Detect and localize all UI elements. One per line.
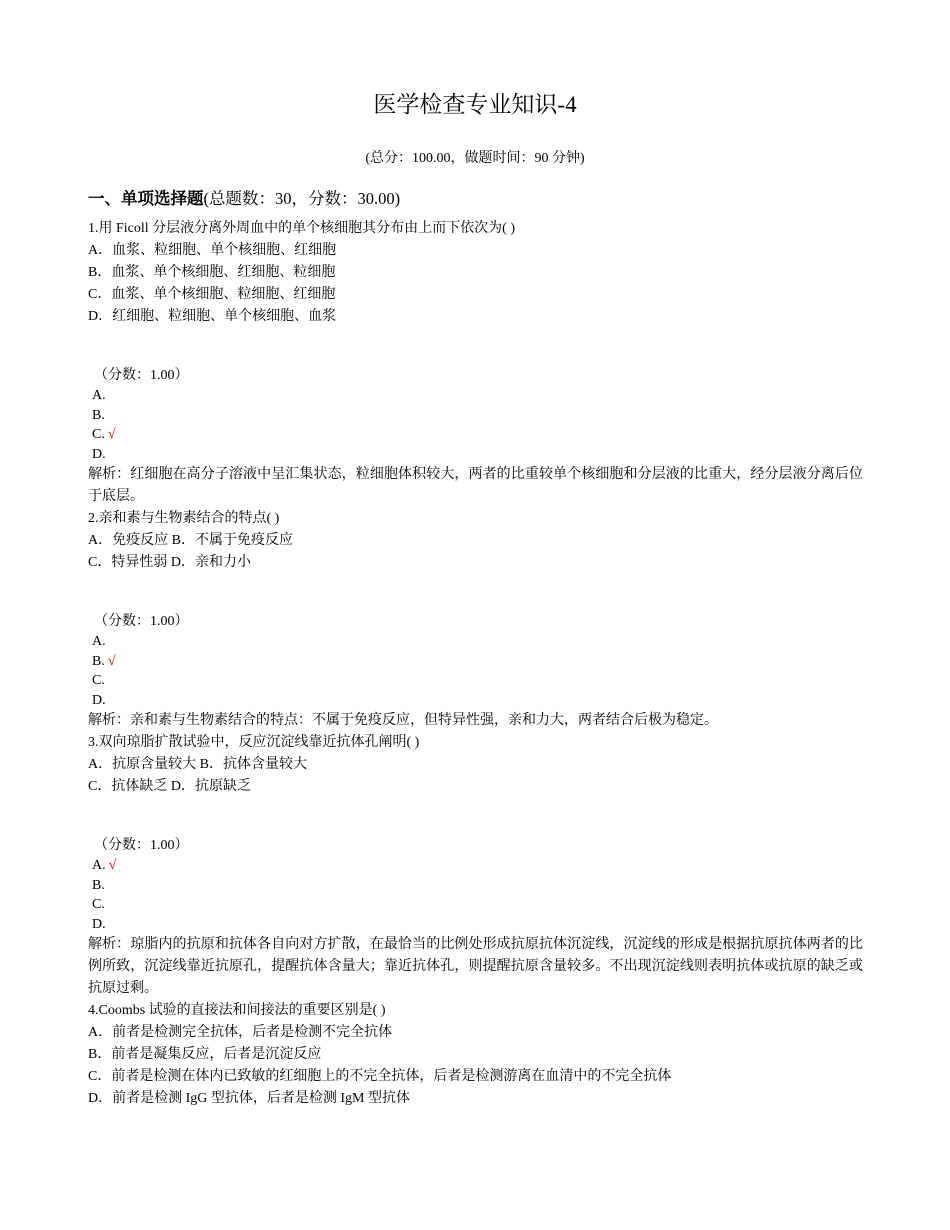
answer-d: D. bbox=[92, 916, 106, 932]
answer-analysis: 解析：亲和素与生物素结合的特点：不属于免疫反应，但特异性强，亲和力大，两者结合后极为稳定。 bbox=[88, 713, 718, 728]
question-score: （分数：1.00） bbox=[94, 614, 189, 629]
correct-check-icon: √ bbox=[108, 858, 117, 873]
answer-analysis: 解析：琼脂内的抗原和抗体各自向对方扩散，在最恰当的比例处形成抗原抗体沉淀线，沉淀线的形成是根据抗原抗体两者的比例所致，沉淀线靠近抗原孔，提醒抗体含量大；靠近抗体孔，则提醒抗原含量较多。不出现沉淀线则表明抗体或抗原的缺乏或抗原过剩。 bbox=[88, 937, 863, 996]
option-b: B．前者是凝集反应，后者是沉淀反应 bbox=[88, 1047, 322, 1062]
option-row-cd: C．抗体缺乏 D．抗原缺乏 bbox=[88, 779, 251, 794]
option-d: D．红细胞、粒细胞、单个核细胞、血浆 bbox=[88, 309, 337, 324]
question-stem: 2.亲和素与生物素结合的特点( ) bbox=[88, 511, 280, 526]
question-stem: 4.Coombs 试验的直接法和间接法的重要区别是( ) bbox=[88, 1003, 386, 1018]
section-heading bbox=[88, 187, 400, 211]
document-title: 医学检查专业知识-4 bbox=[373, 92, 577, 117]
answer-a: A. bbox=[92, 634, 106, 649]
answer-a: A. √ bbox=[92, 858, 117, 873]
option-c: C．血浆、单个核细胞、粒细胞、红细胞 bbox=[88, 287, 336, 302]
answer-b: B. √ bbox=[92, 653, 116, 669]
section-heading-title: 一、单项选择题 bbox=[88, 189, 204, 208]
option-row-ab: A．免疫反应 B．不属于免疫反应 bbox=[88, 533, 293, 548]
answer-analysis: 解析：红细胞在高分子溶液中呈汇集状态，粒细胞体积较大，两者的比重较单个核细胞和分层液的比重大，经分层液分离后位于底层。 bbox=[88, 467, 863, 504]
option-d: D．前者是检测 IgG 型抗体，后者是检测 IgM 型抗体 bbox=[88, 1091, 410, 1106]
option-c: C．前者是检测在体内已致敏的红细胞上的不完全抗体，后者是检测游离在血清中的不完全抗体 bbox=[88, 1069, 672, 1084]
question-list bbox=[88, 218, 863, 1110]
question-score: （分数：1.00） bbox=[94, 368, 189, 383]
option-b: B．血浆、单个核细胞、红细胞、粒细胞 bbox=[88, 265, 336, 280]
question-1 bbox=[88, 218, 863, 508]
document-subtitle: (总分：100.00，做题时间：90 分钟) bbox=[365, 151, 585, 166]
question-4 bbox=[88, 1000, 863, 1110]
answer-c: C. bbox=[92, 673, 105, 688]
question-2 bbox=[88, 508, 863, 732]
option-a: A．前者是检测完全抗体，后者是检测不完全抗体 bbox=[88, 1025, 393, 1040]
option-row-ab: A．抗原含量较大 B．抗体含量较大 bbox=[88, 757, 307, 772]
answer-c: C. bbox=[92, 897, 105, 912]
question-score: （分数：1.00） bbox=[94, 838, 189, 853]
answer-b: B. bbox=[92, 407, 105, 423]
question-stem: 1.用 Ficoll 分层液分离外周血中的单个核细胞其分布由上而下依次为( ) bbox=[88, 221, 515, 236]
answer-d: D. bbox=[92, 446, 106, 462]
option-a: A．血浆、粒细胞、单个核细胞、红细胞 bbox=[88, 243, 337, 258]
answer-d: D. bbox=[92, 692, 106, 708]
correct-check-icon: √ bbox=[107, 653, 116, 669]
answer-b: B. bbox=[92, 877, 105, 893]
answer-a: A. bbox=[92, 388, 106, 403]
correct-check-icon: √ bbox=[107, 427, 116, 442]
option-row-cd: C．特异性弱 D．亲和力小 bbox=[88, 555, 251, 570]
question-3 bbox=[88, 732, 863, 1000]
answer-c: C. √ bbox=[92, 427, 116, 442]
section-heading-meta: (总题数：30，分数：30.00) bbox=[203, 189, 401, 208]
question-stem: 3.双向琼脂扩散试验中，反应沉淀线靠近抗体孔阐明( ) bbox=[88, 735, 420, 750]
